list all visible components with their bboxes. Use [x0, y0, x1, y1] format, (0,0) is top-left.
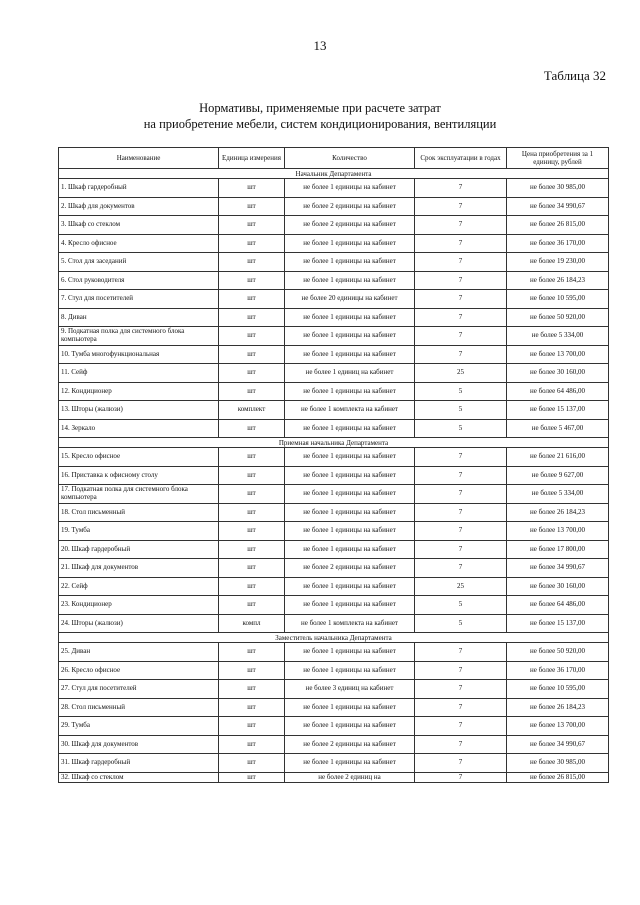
table-row: [59, 485, 609, 504]
table-row: [59, 401, 609, 420]
cell-price: не более 50 920,00: [507, 643, 609, 662]
section-header-row: [59, 633, 609, 643]
cell-term: 7: [415, 327, 507, 346]
cell-price: не более 34 990,67: [507, 197, 609, 216]
document-title: [0, 100, 640, 132]
cell-quantity: не более 1 единицы на кабинет: [285, 253, 415, 272]
table-body: [59, 169, 609, 783]
cell-quantity: не более 1 единицы на кабинет: [285, 717, 415, 736]
cell-unit: шт: [219, 216, 285, 235]
cell-name: 4. Кресло офисное: [59, 234, 219, 253]
cell-quantity: не более 1 единицы на кабинет: [285, 466, 415, 485]
cell-price: не более 10 595,00: [507, 680, 609, 699]
table-row: [59, 466, 609, 485]
table-row: [59, 717, 609, 736]
cell-name: 20. Шкаф гардеробный: [59, 540, 219, 559]
cell-name: 13. Шторы (жалюзи): [59, 401, 219, 420]
cell-term: 7: [415, 271, 507, 290]
cell-term: 7: [415, 680, 507, 699]
header-unit: Единица измерения: [219, 148, 285, 169]
section-header-row: [59, 438, 609, 448]
cell-quantity: не более 1 комплекта на кабинет: [285, 614, 415, 633]
table-row: [59, 345, 609, 364]
cell-unit: шт: [219, 503, 285, 522]
cell-price: не более 21 616,00: [507, 448, 609, 467]
cell-price: не более 30 160,00: [507, 364, 609, 383]
cell-name: 28. Стол письменный: [59, 698, 219, 717]
cell-price: не более 30 985,00: [507, 754, 609, 773]
cell-name: 16. Приставка к офисному столу: [59, 466, 219, 485]
table-row: [59, 179, 609, 198]
cell-name: 19. Тумба: [59, 522, 219, 541]
cell-price: не более 17 800,00: [507, 540, 609, 559]
cell-price: не более 15 137,00: [507, 401, 609, 420]
cell-quantity: не более 20 единицы на кабинет: [285, 290, 415, 309]
cell-term: 25: [415, 364, 507, 383]
cell-term: 7: [415, 522, 507, 541]
cell-price: не более 26 815,00: [507, 772, 609, 782]
cell-unit: шт: [219, 419, 285, 438]
cell-term: 7: [415, 717, 507, 736]
page-number: 13: [313, 38, 327, 53]
cell-quantity: не более 1 единицы на кабинет: [285, 271, 415, 290]
cell-term: 7: [415, 754, 507, 773]
cell-unit: шт: [219, 596, 285, 615]
cell-quantity: не более 1 единицы на кабинет: [285, 643, 415, 662]
cell-term: 7: [415, 559, 507, 578]
cell-quantity: не более 1 единицы на кабинет: [285, 754, 415, 773]
cell-quantity: не более 2 единицы на кабинет: [285, 197, 415, 216]
cell-name: 21. Шкаф для документов: [59, 559, 219, 578]
title-line-2: на приобретение мебели, систем кондиционирования, вентиляции: [143, 117, 497, 131]
cell-name: 14. Зеркало: [59, 419, 219, 438]
cell-price: не более 50 920,00: [507, 308, 609, 327]
table-row: [59, 661, 609, 680]
header-quantity: Количество: [285, 148, 415, 169]
cell-name: 24. Шторы (жалюзи): [59, 614, 219, 633]
cell-term: 7: [415, 345, 507, 364]
cell-name: 5. Стол для заседаний: [59, 253, 219, 272]
cell-name: 9. Подкатная полка для системного блока компьютера: [59, 327, 219, 346]
cell-term: 7: [415, 197, 507, 216]
cell-price: не более 30 985,00: [507, 179, 609, 198]
section-title: Приемная начальника Департамента: [59, 438, 609, 448]
table-row: [59, 772, 609, 782]
cell-quantity: не более 3 единиц на кабинет: [285, 680, 415, 699]
cell-term: 7: [415, 179, 507, 198]
cell-quantity: не более 1 единицы на кабинет: [285, 179, 415, 198]
cell-quantity: не более 1 комплекта на кабинет: [285, 401, 415, 420]
cell-term: 7: [415, 485, 507, 504]
cell-unit: шт: [219, 485, 285, 504]
cell-price: не более 26 184,23: [507, 503, 609, 522]
table-row: [59, 680, 609, 699]
cell-term: 5: [415, 596, 507, 615]
cell-name: 15. Кресло офисное: [59, 448, 219, 467]
cell-unit: шт: [219, 271, 285, 290]
cell-quantity: не более 1 единицы на кабинет: [285, 234, 415, 253]
cell-quantity: не более 1 единицы на кабинет: [285, 596, 415, 615]
cell-name: 6. Стол руководителя: [59, 271, 219, 290]
cell-name: 23. Кондиционер: [59, 596, 219, 615]
cell-unit: шт: [219, 772, 285, 782]
table-row: [59, 382, 609, 401]
cell-unit: шт: [219, 197, 285, 216]
cell-quantity: не более 1 единицы на кабинет: [285, 485, 415, 504]
cell-price: не более 64 486,00: [507, 382, 609, 401]
cell-term: 7: [415, 735, 507, 754]
table-row: [59, 271, 609, 290]
cell-quantity: не более 1 единицы на кабинет: [285, 503, 415, 522]
table-row: [59, 735, 609, 754]
cell-quantity: не более 1 единицы на кабинет: [285, 382, 415, 401]
cell-price: не более 5 334,00: [507, 327, 609, 346]
cell-name: 11. Сейф: [59, 364, 219, 383]
cell-unit: шт: [219, 308, 285, 327]
cell-unit: шт: [219, 577, 285, 596]
cell-price: не более 15 137,00: [507, 614, 609, 633]
table-row: [59, 522, 609, 541]
cell-unit: комплект: [219, 401, 285, 420]
cell-price: не более 36 170,00: [507, 661, 609, 680]
cell-price: не более 26 815,00: [507, 216, 609, 235]
cell-quantity: не более 1 единицы на кабинет: [285, 661, 415, 680]
cell-price: не более 19 230,00: [507, 253, 609, 272]
cell-term: 5: [415, 419, 507, 438]
cell-quantity: не более 1 единицы на кабинет: [285, 327, 415, 346]
table-label: Таблица 32: [543, 68, 606, 83]
header-name: Наименование: [59, 148, 219, 169]
cell-price: не более 5 467,00: [507, 419, 609, 438]
cell-name: 29. Тумба: [59, 717, 219, 736]
cell-term: 5: [415, 614, 507, 633]
cell-term: 7: [415, 503, 507, 522]
cell-unit: компл: [219, 614, 285, 633]
title-line-1: Нормативы, применяемые при расчете затрат: [199, 101, 441, 115]
cell-quantity: не более 1 единицы на кабинет: [285, 540, 415, 559]
cell-price: не более 13 700,00: [507, 717, 609, 736]
section-header-row: [59, 169, 609, 179]
cell-term: 7: [415, 661, 507, 680]
cell-quantity: не более 1 единицы на кабинет: [285, 577, 415, 596]
cell-name: 25. Диван: [59, 643, 219, 662]
cell-name: 18. Стол письменный: [59, 503, 219, 522]
cell-unit: шт: [219, 234, 285, 253]
cell-term: 7: [415, 253, 507, 272]
table-row: [59, 698, 609, 717]
norms-table: [58, 147, 609, 783]
cell-term: 7: [415, 540, 507, 559]
cell-name: 31. Шкаф гардеробный: [59, 754, 219, 773]
cell-name: 30. Шкаф для документов: [59, 735, 219, 754]
cell-term: 7: [415, 698, 507, 717]
cell-term: 7: [415, 290, 507, 309]
table-row: [59, 540, 609, 559]
table-row: [59, 290, 609, 309]
cell-price: не более 10 595,00: [507, 290, 609, 309]
table-row: [59, 596, 609, 615]
cell-term: 7: [415, 643, 507, 662]
cell-quantity: не более 1 единицы на кабинет: [285, 345, 415, 364]
cell-name: 1. Шкаф гардеробный: [59, 179, 219, 198]
table-row: [59, 327, 609, 346]
cell-price: не более 36 170,00: [507, 234, 609, 253]
cell-unit: шт: [219, 754, 285, 773]
cell-unit: шт: [219, 698, 285, 717]
cell-quantity: не более 1 единицы на кабинет: [285, 419, 415, 438]
cell-quantity: не более 2 единицы на кабинет: [285, 735, 415, 754]
cell-quantity: не более 1 единицы на кабинет: [285, 448, 415, 467]
cell-price: не более 34 990,67: [507, 735, 609, 754]
table-header-row: [59, 148, 609, 169]
cell-price: не более 5 334,00: [507, 485, 609, 504]
cell-name: 8. Диван: [59, 308, 219, 327]
cell-unit: шт: [219, 643, 285, 662]
cell-term: 7: [415, 234, 507, 253]
cell-quantity: не более 1 единицы на кабинет: [285, 522, 415, 541]
cell-name: 32. Шкаф со стеклом: [59, 772, 219, 782]
cell-unit: шт: [219, 448, 285, 467]
cell-price: не более 13 700,00: [507, 345, 609, 364]
cell-name: 27. Стул для посетителей: [59, 680, 219, 699]
cell-term: 7: [415, 308, 507, 327]
cell-unit: шт: [219, 559, 285, 578]
cell-price: не более 26 184,23: [507, 698, 609, 717]
cell-term: 5: [415, 401, 507, 420]
cell-name: 2. Шкаф для документов: [59, 197, 219, 216]
table-row: [59, 419, 609, 438]
cell-unit: шт: [219, 179, 285, 198]
cell-quantity: не более 2 единиц на: [285, 772, 415, 782]
cell-term: 5: [415, 382, 507, 401]
cell-quantity: не более 1 единиц на кабинет: [285, 364, 415, 383]
cell-unit: шт: [219, 327, 285, 346]
cell-unit: шт: [219, 540, 285, 559]
cell-price: не более 34 990,67: [507, 559, 609, 578]
table-row: [59, 216, 609, 235]
header-price: Цена приобретения за 1 единицу, рублей: [507, 148, 609, 169]
cell-term: 7: [415, 216, 507, 235]
cell-unit: шт: [219, 345, 285, 364]
cell-quantity: не более 1 единицы на кабинет: [285, 698, 415, 717]
cell-unit: шт: [219, 680, 285, 699]
table-row: [59, 253, 609, 272]
cell-price: не более 13 700,00: [507, 522, 609, 541]
cell-term: 25: [415, 577, 507, 596]
cell-name: 3. Шкаф со стеклом: [59, 216, 219, 235]
cell-name: 22. Сейф: [59, 577, 219, 596]
table-row: [59, 503, 609, 522]
cell-unit: шт: [219, 661, 285, 680]
cell-name: 26. Кресло офисное: [59, 661, 219, 680]
table-row: [59, 614, 609, 633]
cell-unit: шт: [219, 382, 285, 401]
cell-price: не более 9 627,00: [507, 466, 609, 485]
table-row: [59, 643, 609, 662]
cell-unit: шт: [219, 253, 285, 272]
cell-name: 17. Подкатная полка для системного блока компьютера: [59, 485, 219, 504]
cell-quantity: не более 1 единицы на кабинет: [285, 308, 415, 327]
cell-term: 7: [415, 466, 507, 485]
cell-quantity: не более 2 единицы на кабинет: [285, 559, 415, 578]
cell-unit: шт: [219, 466, 285, 485]
table-row: [59, 577, 609, 596]
cell-unit: шт: [219, 735, 285, 754]
table-row: [59, 754, 609, 773]
table-row: [59, 559, 609, 578]
cell-unit: шт: [219, 717, 285, 736]
cell-price: не более 30 160,00: [507, 577, 609, 596]
cell-term: 7: [415, 448, 507, 467]
table-row: [59, 364, 609, 383]
header-term: Срок эксплуатации в годах: [415, 148, 507, 169]
cell-name: 12. Кондиционер: [59, 382, 219, 401]
cell-price: не более 26 184,23: [507, 271, 609, 290]
cell-unit: шт: [219, 522, 285, 541]
cell-quantity: не более 2 единицы на кабинет: [285, 216, 415, 235]
section-title: Начальник Департамента: [59, 169, 609, 179]
table-row: [59, 197, 609, 216]
table-row: [59, 448, 609, 467]
section-title: Заместитель начальника Департамента: [59, 633, 609, 643]
cell-name: 7. Стул для посетителей: [59, 290, 219, 309]
cell-price: не более 64 486,00: [507, 596, 609, 615]
cell-unit: шт: [219, 290, 285, 309]
cell-name: 10. Тумба многофункциональная: [59, 345, 219, 364]
table-row: [59, 308, 609, 327]
table-row: [59, 234, 609, 253]
cell-term: 7: [415, 772, 507, 782]
cell-unit: шт: [219, 364, 285, 383]
